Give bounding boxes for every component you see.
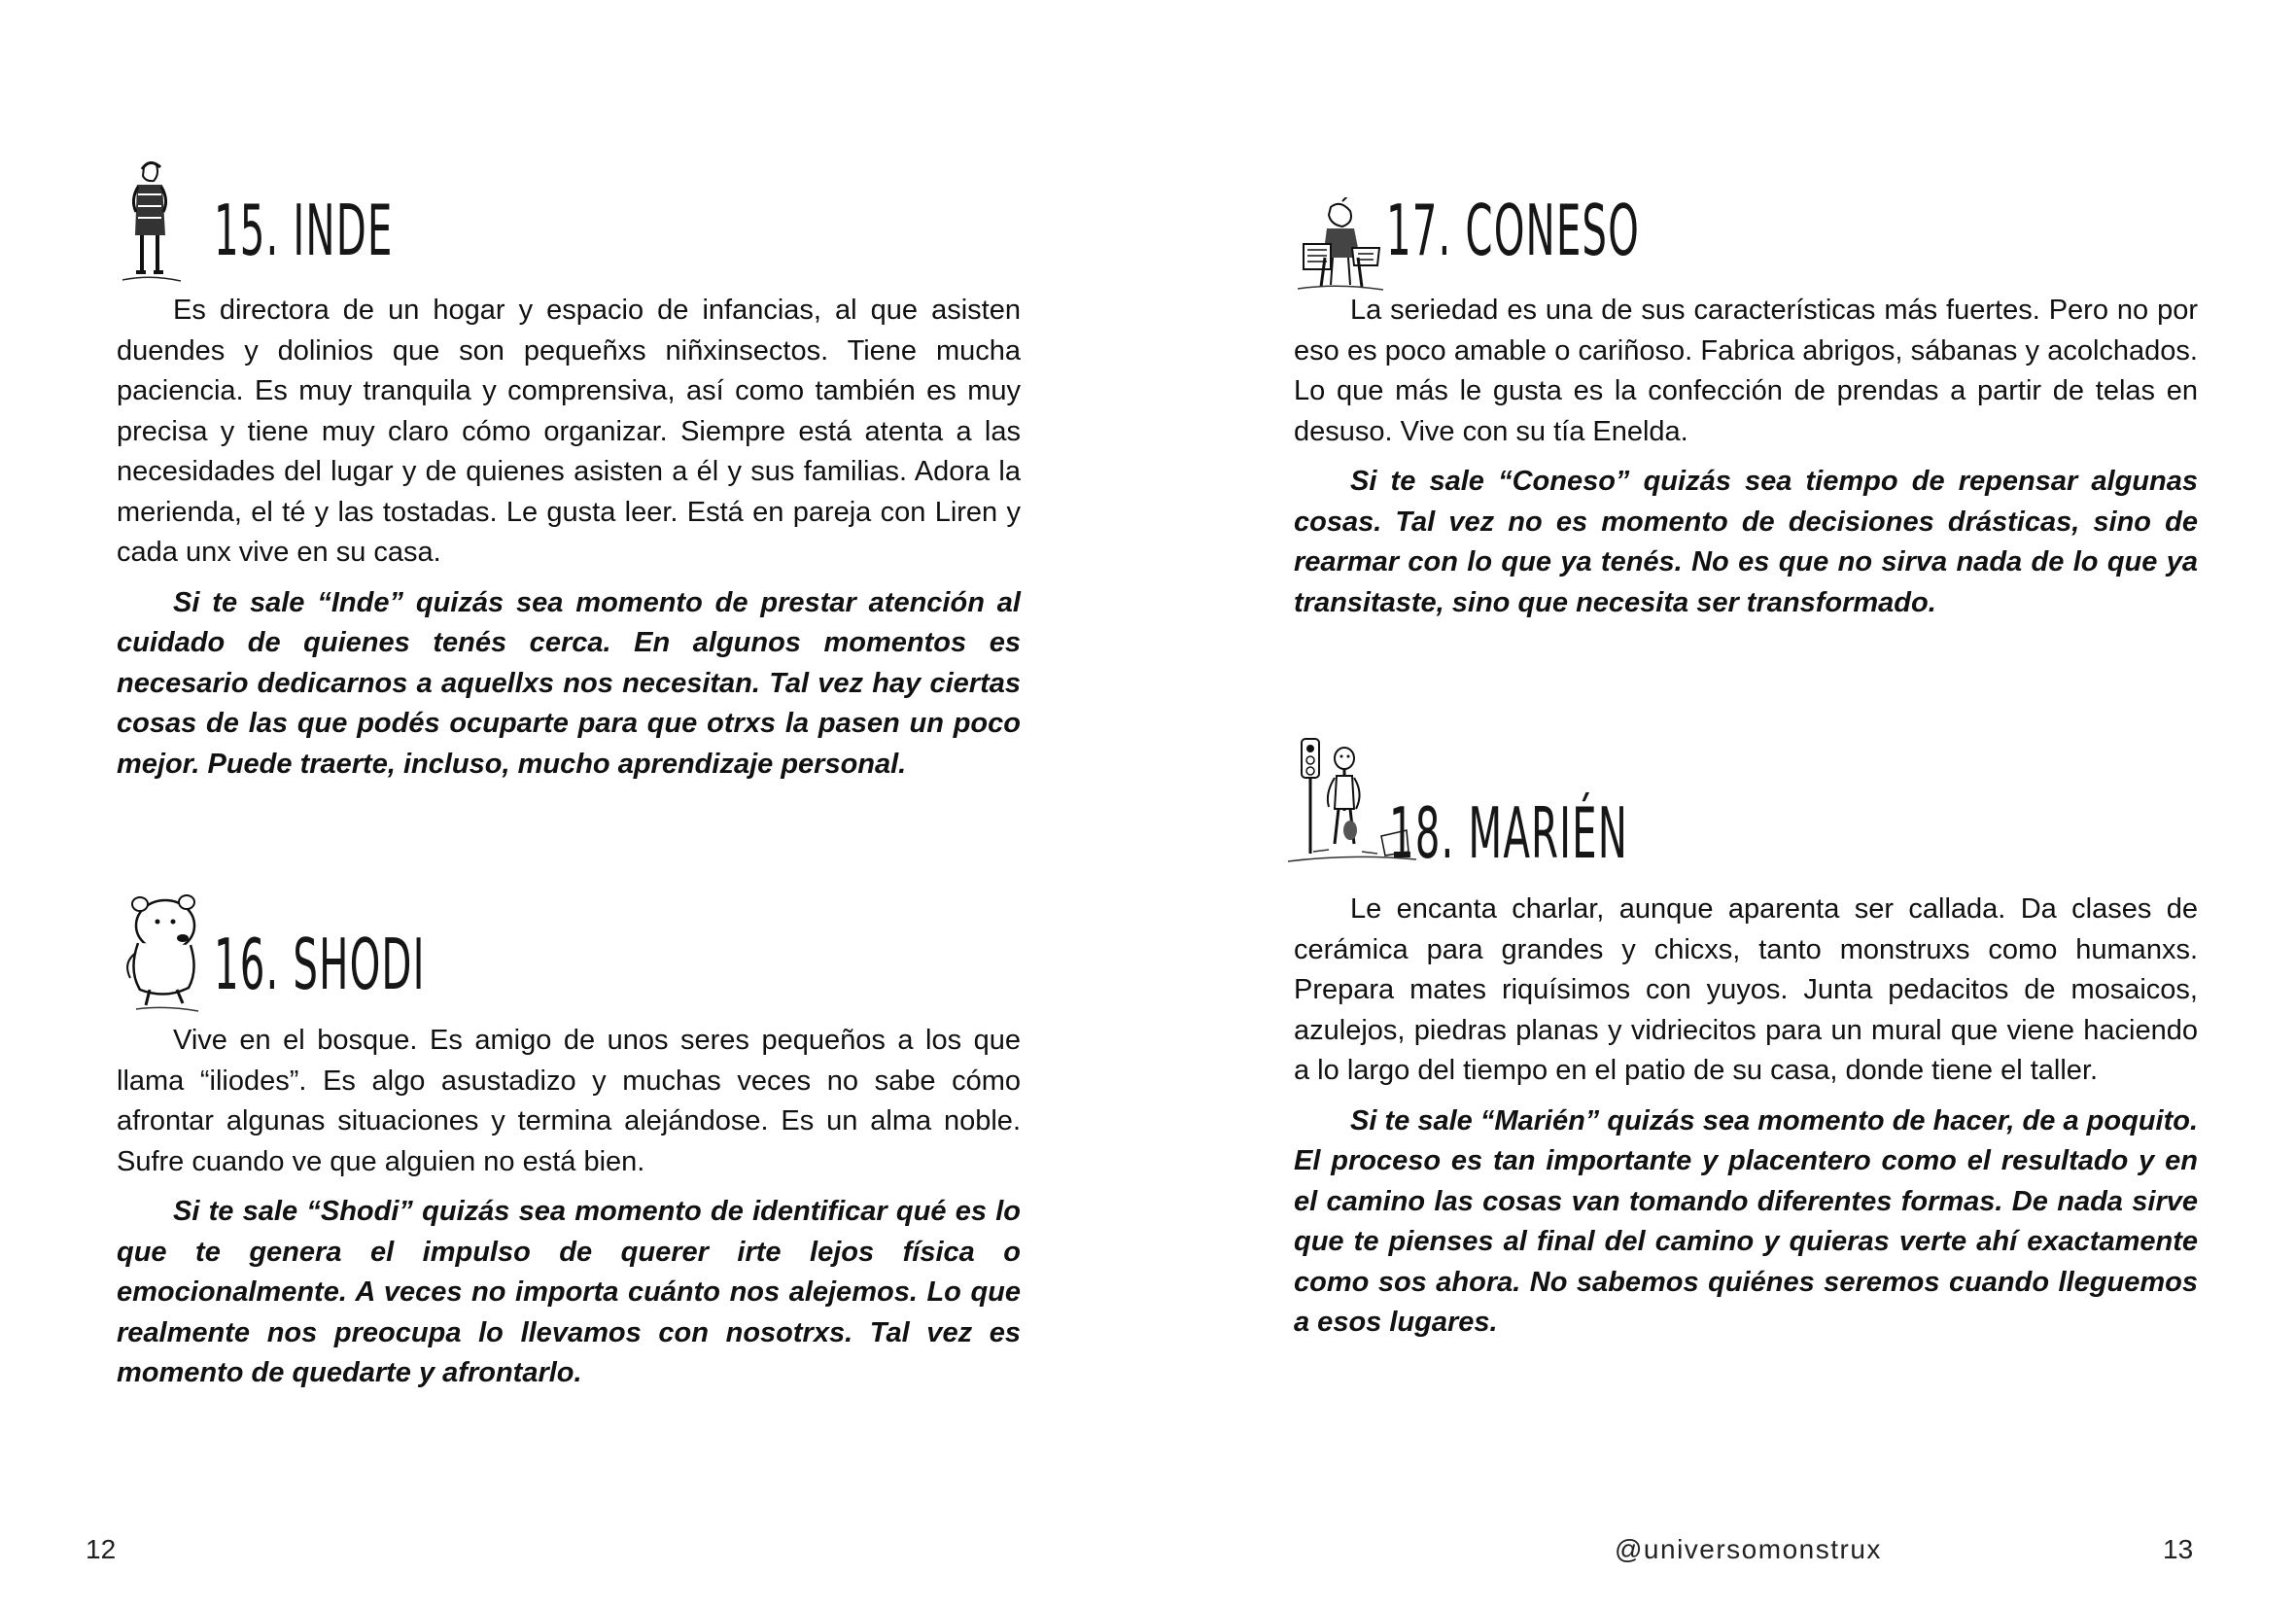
right-page <box>1148 0 2296 1608</box>
entry-description: Es directora de un hogar y espacio de infancias, al que asisten duendes y dolinios que son pequeñxs niñxinsectos. Tiene mucha paciencia. Es muy tranquila y comprensiva, así como también es muy precisa y tiene muy claro cómo organizar. Siempre está atenta a las necesidades del lugar y de quienes asisten a él y sus familias. Adora la merienda, el té y las tostadas. Le gusta leer. Está en pareja con Liren y cada unx vive en su casa. <box>117 295 1021 568</box>
entry-marien <box>1294 724 2198 1344</box>
bear-creature-icon <box>117 885 214 1016</box>
entry-reading: Si te sale “Coneso” quizás sea tiempo de repensar algunas cosas. Tal vez no es momento de decisiones drásticas, sino de rearmar con lo que ya tenés. No es que no sirva nada de lo que ya transitaste, sino que necesita ser transformado. <box>1294 466 2198 618</box>
entry-shodi <box>117 865 1021 1394</box>
entry-header <box>1294 160 2198 287</box>
entry-title: 17. CONESO <box>1386 190 1640 271</box>
entry-reading: Si te sale “Marién” quizás sea momento de hacer, de a poquito. El proceso es tan importante y placentero como el resultado y en el camino las cosas van tomando diferentes formas. De nada sirve que te pienses al final del camino y quieras verte ahí exactamente como sos ahora. No sabemos quiénes seremos cuando lleguemos a esos lugares. <box>1294 1104 2198 1338</box>
entry-title: 18. MARIÉN <box>1389 792 1629 874</box>
entry-title: 15. INDE <box>214 190 394 271</box>
entry-description: Le encanta charlar, aunque aparenta ser callada. Da clases de cerámica para grandes y chicxs, tanto monstruxs como humanxs. Prepara mates riquísimos con yuyos. Junta pedacitos de mosaicos, azulejos, piedras planas y vidriecitos para un mural que viene haciendo a lo largo del tiempo en el patio de su casa, donde tiene el taller. <box>1294 893 2198 1086</box>
page-number: 13 <box>2163 1534 2194 1564</box>
entry-header <box>117 865 1021 1005</box>
entry-inde <box>117 160 1021 785</box>
sewing-creature-icon <box>1294 197 1386 295</box>
entry-header <box>117 160 1021 287</box>
entry-reading: Si te sale “Inde” quizás sea momento de prestar atención al cuidado de quienes tenés cerca. En algunos momentos es necesario dedicarnos a aquellxs nos necesitan. Tal vez hay ciertas cosas de las que podés ocuparte para que otrxs la pasen un poco mejor. Puede traerte, incluso, mucho aprendizaje personal. <box>117 586 1021 780</box>
girl-figure-icon <box>117 156 185 287</box>
footer-handle: @universomonstrux <box>1615 1534 1882 1564</box>
page-number: 12 <box>86 1534 117 1564</box>
entry-coneso <box>1294 160 2198 623</box>
entry-reading: Si te sale “Shodi” quizás sea momento de identificar qué es lo que te genera el impulso de querer irte lejos física o emocionalmente. A veces no importa cuánto nos alejemos. Lo que realmente nos preocupa lo llevamos con nosotrxs. Tal vez es momento de quedarte y afrontarlo. <box>117 1196 1021 1388</box>
entry-title: 16. SHODI <box>214 924 426 1005</box>
entry-description: La seriedad es una de sus características más fuertes. Pero no por eso es poco amable o cariñoso. Fabrica abrigos, sábanas y acolchados. Lo que más le gusta es la confección de prendas a partir de telas en desuso. Vive con su tía Enelda. <box>1294 295 2198 447</box>
entry-description: Vive en el bosque. Es amigo de unos seres pequeños a los que llama “iliodes”. Es algo asustadizo y muchas veces no sabe cómo afrontar algunas situaciones y termina alejándose. Es un alma noble. Sufre cuando ve que alguien no está bien. <box>117 1025 1021 1177</box>
entry-header <box>1294 724 2198 874</box>
